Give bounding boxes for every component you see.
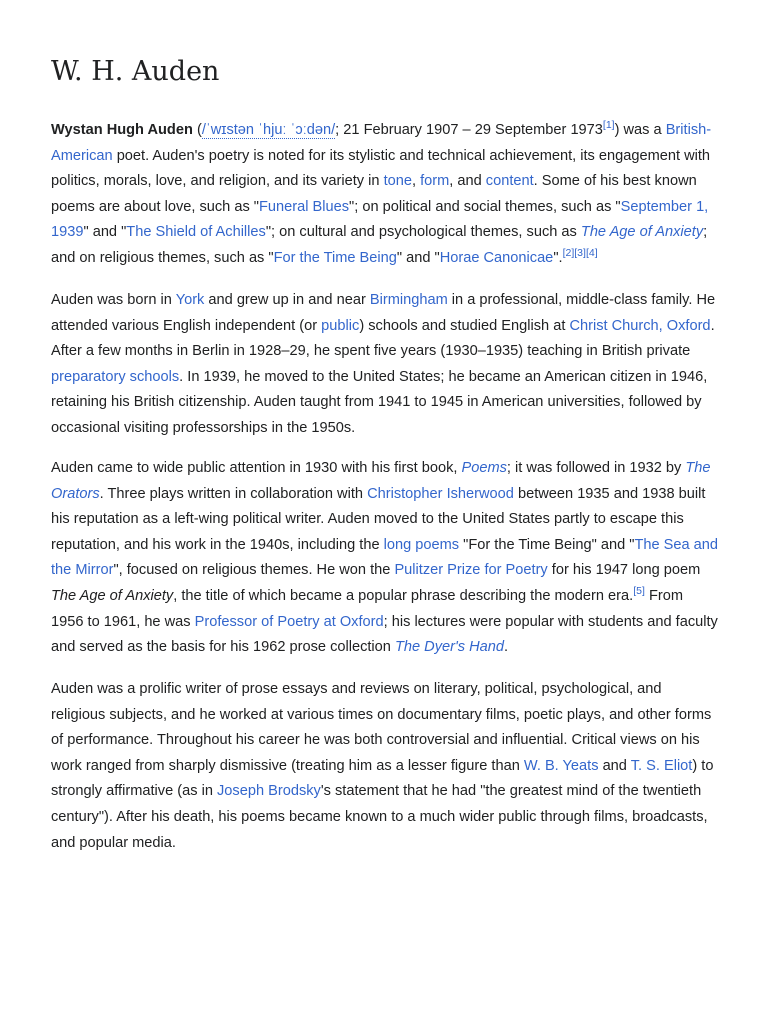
pulitzer-prize-link[interactable]: Pulitzer Prize for Poetry: [394, 562, 548, 579]
preparatory-schools-link[interactable]: preparatory schools: [51, 368, 180, 385]
birmingham-link[interactable]: Birmingham: [369, 292, 448, 308]
paragraph-2: Auden was born in York and grew up in and near Birmingham in a professional, middle-class family. He attended various English independent (or public) schools and studied English at Christ Church, Oxford. After a few months in Berlin in 1928–29, he spent five years (1930–1935) teaching in British private preparatory schools. In 1939, he moved to the United States; he became an American citizen in 1946, retaining his British citizenship. Auden taught from 1941 to 1945 in American universities, followed by occasional visiting professorships in the 1950s.: [51, 292, 716, 436]
form-link[interactable]: form: [420, 173, 450, 190]
dyers-hand-link[interactable]: The Dyer's Hand: [394, 639, 505, 656]
the-orators-link[interactable]: The Orators: [51, 460, 711, 502]
professor-of-poetry-link[interactable]: Professor of Poetry at Oxford: [194, 613, 384, 630]
public-school-link[interactable]: public: [321, 317, 360, 334]
long-poems-link[interactable]: long poems: [383, 536, 460, 553]
subject-name: Wystan Hugh Auden: [51, 122, 193, 138]
reference-1-link[interactable]: [1]: [602, 119, 615, 132]
age-of-anxiety-title: The Age of Anxiety: [51, 587, 174, 604]
wb-yeats-link[interactable]: W. B. Yeats: [523, 757, 599, 774]
poems-book-link[interactable]: Poems: [461, 460, 507, 476]
september-1939-link[interactable]: September 1, 1939: [51, 198, 709, 241]
for-the-time-being-link[interactable]: For the Time Being: [273, 249, 397, 266]
reference-3-link[interactable]: [3]: [574, 247, 586, 260]
paragraph-4: Auden was a prolific writer of prose essays and reviews on literary, political, psychological, and religious subjects, and he worked at various times on documentary films, poetic plays, and other forms of performance. Throughout his career he was both controversial and influential. Critical views on his work ranged from sharply dismissive (treating him as a lesser figure than W. B. Yeats and T. S. Eliot) to strongly affirmative (as in Joseph Brodsky's statement that he had "the greatest mind of the twentieth century"). After his death, his poems became known to a much wider public through films, broadcasts, and popular media.: [51, 681, 714, 851]
ts-eliot-link[interactable]: T. S. Eliot: [630, 757, 693, 774]
page-title: W. H. Auden: [51, 56, 220, 87]
reference-5-link[interactable]: [5]: [633, 585, 645, 598]
reference-4-link[interactable]: [4]: [585, 247, 598, 260]
york-link[interactable]: York: [175, 292, 205, 308]
horae-canonicae-link[interactable]: Horae Canonicae: [439, 249, 554, 266]
ipa-pronunciation-link[interactable]: /ˈwɪstən ˈhjuː ˈɔːdən/: [201, 122, 336, 138]
joseph-brodsky-link[interactable]: Joseph Brodsky: [217, 783, 321, 800]
paragraph-3: Auden came to wide public attention in 1930 with his first book, Poems; it was followed in 1932 by The Orators. Three plays written in collaboration with Christopher Isherwood between 1935 and 1938 built his reputation as a left-wing political writer. Auden moved to the United States partly to escape this reputation, and his work in the 1940s, including the long poems "For the Time Being" and "The Sea and the Mirror", focused on religious themes. He won the Pulitzer Prize for Poetry for his 1947 long poem The Age of Anxiety, the title of which became a popular phrase describing the modern era.[5] From 1956 to 1961, he was Professor of Poetry at Oxford; his lectures were popular with students and faculty and served as the basis for his 1962 prose collection The Dyer's Hand.: [51, 460, 719, 656]
paragraph-1: Wystan Hugh Auden (/ˈwɪstən ˈhjuː ˈɔːdən/; 21 February 1907 – 29 September 1973[1]) was a British-American poet. Auden's poetry is noted for its stylistic and technical achievement, its engagement with politics, morals, love, and religion, and its variety in tone, form, and content. Some of his best known poems are about love, such as "Funeral Blues"; on political and social themes, such as "September 1, 1939" and "The Shield of Achilles"; on cultural and psychological themes, such as The Age of Anxiety; and on religious themes, such as "For the Time Being" and "Horae Canonicae".[2][3][4]: [51, 119, 712, 266]
shield-of-achilles-link[interactable]: The Shield of Achilles: [126, 224, 266, 241]
british-american-link[interactable]: British-American: [51, 122, 712, 164]
funeral-blues-link[interactable]: Funeral Blues: [259, 198, 350, 215]
tone-link[interactable]: tone: [383, 173, 412, 190]
content-link[interactable]: content: [485, 173, 534, 190]
sea-and-mirror-link[interactable]: The Sea and the Mirror: [51, 536, 719, 579]
christ-church-oxford-link[interactable]: Christ Church, Oxford: [569, 317, 711, 334]
age-of-anxiety-link[interactable]: The Age of Anxiety: [580, 224, 704, 241]
reference-2-link[interactable]: [2]: [562, 247, 575, 260]
christopher-isherwood-link[interactable]: Christopher Isherwood: [367, 485, 514, 502]
